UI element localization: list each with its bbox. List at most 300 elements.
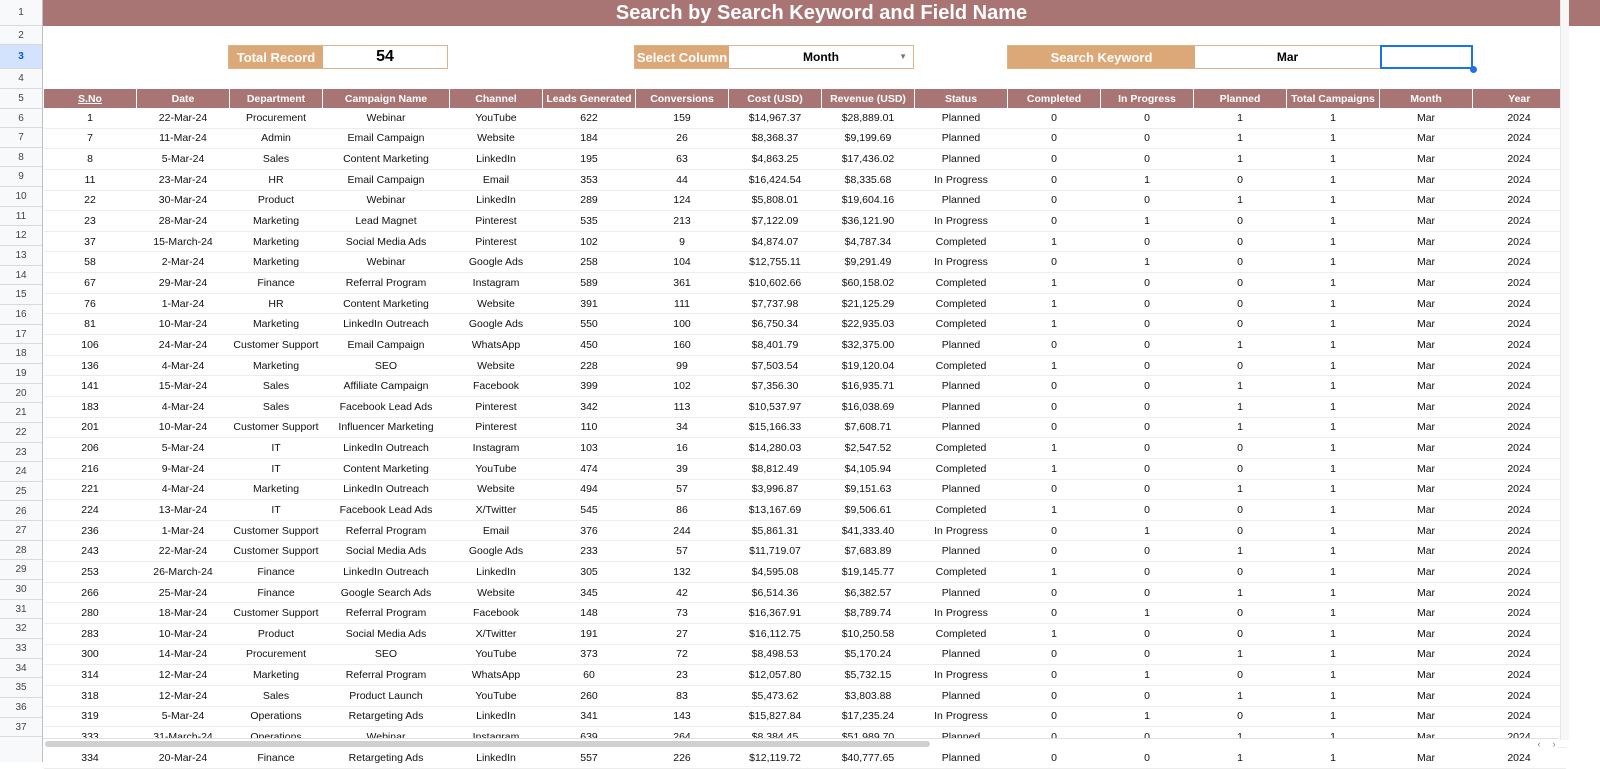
table-cell[interactable]: 20-Mar-24 — [137, 747, 230, 768]
table-cell[interactable]: 2024 — [1473, 190, 1566, 211]
table-cell[interactable]: 5-Mar-24 — [137, 438, 230, 459]
table-cell[interactable]: Completed — [915, 355, 1008, 376]
table-cell[interactable]: 2024 — [1473, 624, 1566, 645]
table-cell[interactable]: 0 — [1101, 190, 1194, 211]
table-cell[interactable]: $6,750.34 — [729, 314, 822, 335]
table-cell[interactable]: 0 — [1008, 665, 1101, 686]
table-cell[interactable]: 0 — [1008, 128, 1101, 149]
table-cell[interactable]: Retargeting Ads — [323, 747, 450, 768]
table-cell[interactable]: 12-Mar-24 — [137, 665, 230, 686]
table-cell[interactable]: 1 — [44, 108, 137, 128]
table-cell[interactable]: 0 — [1101, 149, 1194, 170]
table-cell[interactable]: Mar — [1380, 458, 1473, 479]
table-cell[interactable]: 2024 — [1473, 314, 1566, 335]
table-cell[interactable]: 1 — [1287, 603, 1380, 624]
table-cell[interactable]: 110 — [543, 417, 636, 438]
table-cell[interactable]: 283 — [44, 624, 137, 645]
table-cell[interactable]: 0 — [1194, 211, 1287, 232]
table-cell[interactable]: $8,335.68 — [822, 169, 915, 190]
table-cell[interactable]: 10-Mar-24 — [137, 314, 230, 335]
table-cell[interactable]: 1 — [1008, 273, 1101, 294]
table-cell[interactable]: Planned — [915, 335, 1008, 356]
table-cell[interactable]: Mar — [1380, 396, 1473, 417]
table-cell[interactable]: Customer Support — [230, 541, 323, 562]
table-cell[interactable]: Website — [450, 582, 543, 603]
table-cell[interactable]: Finance — [230, 582, 323, 603]
column-header[interactable]: Total Campaigns — [1287, 89, 1380, 108]
table-cell[interactable]: Sales — [230, 685, 323, 706]
table-cell[interactable]: 2024 — [1473, 335, 1566, 356]
table-cell[interactable]: 195 — [543, 149, 636, 170]
table-cell[interactable]: 1 — [1194, 479, 1287, 500]
table-cell[interactable]: 0 — [1008, 644, 1101, 665]
table-cell[interactable]: $19,604.16 — [822, 190, 915, 211]
table-cell[interactable]: 0 — [1101, 128, 1194, 149]
table-cell[interactable]: 305 — [543, 562, 636, 583]
table-cell[interactable]: Admin — [230, 128, 323, 149]
table-cell[interactable]: 266 — [44, 582, 137, 603]
table-cell[interactable]: Referral Program — [323, 603, 450, 624]
table-cell[interactable]: IT — [230, 438, 323, 459]
table-cell[interactable]: 494 — [543, 479, 636, 500]
table-cell[interactable]: 57 — [636, 541, 729, 562]
table-cell[interactable]: Email — [450, 169, 543, 190]
table-cell[interactable]: Finance — [230, 562, 323, 583]
table-cell[interactable]: 23 — [44, 211, 137, 232]
table-cell[interactable]: 2024 — [1473, 665, 1566, 686]
row-number[interactable]: 11 — [0, 207, 42, 227]
table-cell[interactable]: 160 — [636, 335, 729, 356]
table-cell[interactable]: Mar — [1380, 603, 1473, 624]
table-cell[interactable]: 28-Mar-24 — [137, 211, 230, 232]
row-number[interactable]: 5 — [0, 89, 42, 109]
table-cell[interactable]: 39 — [636, 458, 729, 479]
table-cell[interactable]: 10-Mar-24 — [137, 624, 230, 645]
table-cell[interactable]: $16,935.71 — [822, 376, 915, 397]
table-cell[interactable]: 1 — [1101, 520, 1194, 541]
table-cell[interactable]: 0 — [1194, 169, 1287, 190]
table-cell[interactable]: 4-Mar-24 — [137, 396, 230, 417]
table-cell[interactable]: 0 — [1101, 685, 1194, 706]
table-cell[interactable]: 0 — [1008, 582, 1101, 603]
table-cell[interactable]: 1 — [1194, 685, 1287, 706]
table-cell[interactable]: 24-Mar-24 — [137, 335, 230, 356]
selected-cell[interactable] — [1380, 45, 1473, 69]
table-cell[interactable]: Email Campaign — [323, 128, 450, 149]
table-cell[interactable]: Sales — [230, 396, 323, 417]
table-cell[interactable]: Facebook Lead Ads — [323, 500, 450, 521]
table-cell[interactable]: Mar — [1380, 562, 1473, 583]
table-cell[interactable]: 2024 — [1473, 128, 1566, 149]
table-cell[interactable]: 2024 — [1473, 603, 1566, 624]
row-number[interactable]: 23 — [0, 443, 42, 463]
row-number[interactable]: 4 — [0, 69, 42, 89]
table-cell[interactable]: 0 — [1008, 376, 1101, 397]
table-cell[interactable]: 2024 — [1473, 747, 1566, 768]
table-cell[interactable]: 2024 — [1473, 108, 1566, 128]
table-cell[interactable]: Content Marketing — [323, 149, 450, 170]
table-cell[interactable]: Customer Support — [230, 417, 323, 438]
table-cell[interactable]: Marketing — [230, 314, 323, 335]
table-cell[interactable]: 0 — [1101, 376, 1194, 397]
table-cell[interactable]: 244 — [636, 520, 729, 541]
table-cell[interactable]: 289 — [543, 190, 636, 211]
table-cell[interactable]: Planned — [915, 541, 1008, 562]
table-cell[interactable]: 1 — [1287, 231, 1380, 252]
row-number[interactable]: 37 — [0, 718, 42, 738]
table-cell[interactable]: $5,170.24 — [822, 644, 915, 665]
table-cell[interactable]: $10,537.97 — [729, 396, 822, 417]
table-cell[interactable]: Webinar — [323, 190, 450, 211]
table-cell[interactable]: 1 — [1101, 211, 1194, 232]
table-cell[interactable]: 0 — [1008, 541, 1101, 562]
table-cell[interactable]: Operations — [230, 706, 323, 727]
table-cell[interactable]: 1 — [1194, 335, 1287, 356]
table-cell[interactable]: 1 — [1194, 396, 1287, 417]
table-cell[interactable]: 22-Mar-24 — [137, 541, 230, 562]
table-cell[interactable]: Finance — [230, 273, 323, 294]
table-cell[interactable]: Website — [450, 355, 543, 376]
table-cell[interactable]: 353 — [543, 169, 636, 190]
table-cell[interactable]: Mar — [1380, 520, 1473, 541]
table-cell[interactable]: $16,424.54 — [729, 169, 822, 190]
table-cell[interactable]: Webinar — [323, 252, 450, 273]
table-cell[interactable]: $5,808.01 — [729, 190, 822, 211]
fill-handle[interactable] — [1470, 66, 1477, 73]
table-cell[interactable]: In Progress — [915, 520, 1008, 541]
horizontal-scrollbar[interactable] — [43, 738, 1558, 749]
table-cell[interactable]: 2024 — [1473, 376, 1566, 397]
table-cell[interactable]: 0 — [1101, 582, 1194, 603]
table-cell[interactable]: 1 — [1287, 438, 1380, 459]
row-number[interactable]: 3 — [0, 45, 42, 69]
table-cell[interactable]: Sales — [230, 149, 323, 170]
table-cell[interactable]: $5,732.15 — [822, 665, 915, 686]
table-cell[interactable]: 10-Mar-24 — [137, 417, 230, 438]
table-cell[interactable]: 0 — [1101, 293, 1194, 314]
table-cell[interactable]: 103 — [543, 438, 636, 459]
table-cell[interactable]: Mar — [1380, 376, 1473, 397]
table-cell[interactable]: 2024 — [1473, 293, 1566, 314]
table-cell[interactable]: 2024 — [1473, 562, 1566, 583]
table-cell[interactable]: Mar — [1380, 644, 1473, 665]
table-cell[interactable]: WhatsApp — [450, 335, 543, 356]
table-cell[interactable]: $15,166.33 — [729, 417, 822, 438]
table-cell[interactable]: X/Twitter — [450, 500, 543, 521]
table-cell[interactable]: Customer Support — [230, 520, 323, 541]
table-cell[interactable]: 1 — [1008, 355, 1101, 376]
row-number[interactable]: 16 — [0, 305, 42, 325]
table-cell[interactable]: $19,145.77 — [822, 562, 915, 583]
table-cell[interactable]: $8,812.49 — [729, 458, 822, 479]
table-cell[interactable]: Google Ads — [450, 541, 543, 562]
table-cell[interactable]: Procurement — [230, 108, 323, 128]
table-cell[interactable]: 0 — [1194, 438, 1287, 459]
table-cell[interactable]: 318 — [44, 685, 137, 706]
table-cell[interactable]: 1 — [1194, 128, 1287, 149]
table-cell[interactable]: 450 — [543, 335, 636, 356]
table-cell[interactable]: 345 — [543, 582, 636, 603]
table-cell[interactable]: 1 — [1008, 562, 1101, 583]
table-cell[interactable]: Email Campaign — [323, 335, 450, 356]
table-cell[interactable]: Planned — [915, 149, 1008, 170]
table-cell[interactable]: $9,151.63 — [822, 479, 915, 500]
table-cell[interactable]: $7,737.98 — [729, 293, 822, 314]
row-number[interactable]: 28 — [0, 541, 42, 561]
table-cell[interactable]: $8,401.79 — [729, 335, 822, 356]
table-cell[interactable]: 34 — [636, 417, 729, 438]
table-cell[interactable]: HR — [230, 169, 323, 190]
table-cell[interactable]: Marketing — [230, 211, 323, 232]
table-cell[interactable]: Mar — [1380, 190, 1473, 211]
scroll-right-icon[interactable]: › — [1552, 739, 1556, 749]
row-number[interactable]: 13 — [0, 246, 42, 266]
table-cell[interactable]: $3,996.87 — [729, 479, 822, 500]
table-cell[interactable]: 15-March-24 — [137, 231, 230, 252]
table-cell[interactable]: 2024 — [1473, 582, 1566, 603]
table-cell[interactable]: 0 — [1008, 417, 1101, 438]
table-cell[interactable]: 2024 — [1473, 500, 1566, 521]
vertical-scrollbar[interactable] — [1560, 0, 1569, 740]
table-cell[interactable]: 83 — [636, 685, 729, 706]
table-cell[interactable]: Mar — [1380, 582, 1473, 603]
table-cell[interactable]: 148 — [543, 603, 636, 624]
table-cell[interactable]: 2024 — [1473, 541, 1566, 562]
table-cell[interactable]: 2024 — [1473, 644, 1566, 665]
table-cell[interactable]: 104 — [636, 252, 729, 273]
table-cell[interactable]: In Progress — [915, 665, 1008, 686]
table-cell[interactable]: Email Campaign — [323, 169, 450, 190]
table-cell[interactable]: Planned — [915, 644, 1008, 665]
column-header[interactable]: Date — [137, 89, 230, 108]
table-cell[interactable]: 0 — [1194, 603, 1287, 624]
row-number[interactable]: 2 — [0, 26, 42, 45]
table-cell[interactable]: Referral Program — [323, 520, 450, 541]
table-cell[interactable]: 102 — [636, 376, 729, 397]
table-cell[interactable]: 73 — [636, 603, 729, 624]
table-cell[interactable]: $7,683.89 — [822, 541, 915, 562]
table-cell[interactable]: LinkedIn — [450, 190, 543, 211]
table-cell[interactable]: 0 — [1194, 252, 1287, 273]
table-cell[interactable]: $19,120.04 — [822, 355, 915, 376]
table-cell[interactable]: 13-Mar-24 — [137, 500, 230, 521]
chevron-down-icon[interactable]: ▼ — [899, 52, 907, 61]
table-cell[interactable]: $28,889.01 — [822, 108, 915, 128]
table-cell[interactable]: 141 — [44, 376, 137, 397]
table-cell[interactable]: 557 — [543, 747, 636, 768]
table-cell[interactable]: 1 — [1194, 190, 1287, 211]
table-cell[interactable]: 67 — [44, 273, 137, 294]
table-cell[interactable]: 2024 — [1473, 458, 1566, 479]
table-cell[interactable]: 1 — [1287, 128, 1380, 149]
table-cell[interactable]: Webinar — [323, 108, 450, 128]
row-number[interactable]: 18 — [0, 344, 42, 364]
table-cell[interactable]: $4,787.34 — [822, 231, 915, 252]
table-cell[interactable]: 361 — [636, 273, 729, 294]
table-cell[interactable]: 29-Mar-24 — [137, 273, 230, 294]
table-cell[interactable]: 391 — [543, 293, 636, 314]
table-cell[interactable]: LinkedIn — [450, 706, 543, 727]
table-cell[interactable]: 236 — [44, 520, 137, 541]
table-cell[interactable]: Mar — [1380, 108, 1473, 128]
table-cell[interactable]: 1 — [1287, 685, 1380, 706]
table-cell[interactable]: 0 — [1008, 190, 1101, 211]
table-cell[interactable]: $6,382.57 — [822, 582, 915, 603]
table-cell[interactable]: 258 — [543, 252, 636, 273]
table-cell[interactable]: Facebook Lead Ads — [323, 396, 450, 417]
table-cell[interactable]: 0 — [1101, 231, 1194, 252]
table-cell[interactable]: In Progress — [915, 706, 1008, 727]
table-cell[interactable]: In Progress — [915, 603, 1008, 624]
table-cell[interactable]: 535 — [543, 211, 636, 232]
table-cell[interactable]: LinkedIn Outreach — [323, 562, 450, 583]
scroll-left-icon[interactable]: ‹ — [1537, 739, 1541, 749]
table-cell[interactable]: Mar — [1380, 273, 1473, 294]
table-cell[interactable]: WhatsApp — [450, 665, 543, 686]
table-cell[interactable]: 4-Mar-24 — [137, 355, 230, 376]
table-cell[interactable]: Marketing — [230, 479, 323, 500]
table-cell[interactable]: 2024 — [1473, 396, 1566, 417]
table-cell[interactable]: 22 — [44, 190, 137, 211]
row-number[interactable]: 22 — [0, 423, 42, 443]
table-cell[interactable]: 0 — [1101, 314, 1194, 335]
table-cell[interactable]: 1 — [1101, 665, 1194, 686]
table-cell[interactable]: $60,158.02 — [822, 273, 915, 294]
horizontal-scroll-thumb[interactable] — [45, 741, 930, 747]
table-cell[interactable]: 0 — [1101, 417, 1194, 438]
table-cell[interactable]: 213 — [636, 211, 729, 232]
table-cell[interactable]: 1 — [1101, 169, 1194, 190]
table-cell[interactable]: 37 — [44, 231, 137, 252]
table-cell[interactable]: 2024 — [1473, 149, 1566, 170]
table-cell[interactable]: 550 — [543, 314, 636, 335]
table-cell[interactable]: $17,235.24 — [822, 706, 915, 727]
table-cell[interactable]: 0 — [1008, 396, 1101, 417]
table-cell[interactable]: 0 — [1194, 500, 1287, 521]
table-cell[interactable]: 0 — [1101, 562, 1194, 583]
table-cell[interactable]: 0 — [1101, 438, 1194, 459]
table-cell[interactable]: 113 — [636, 396, 729, 417]
table-cell[interactable]: $21,125.29 — [822, 293, 915, 314]
table-cell[interactable]: $22,935.03 — [822, 314, 915, 335]
table-cell[interactable]: 14-Mar-24 — [137, 644, 230, 665]
table-cell[interactable]: 1 — [1287, 376, 1380, 397]
table-cell[interactable]: $12,119.72 — [729, 747, 822, 768]
table-cell[interactable]: 106 — [44, 335, 137, 356]
table-cell[interactable]: 0 — [1008, 169, 1101, 190]
table-cell[interactable]: Product — [230, 190, 323, 211]
table-cell[interactable]: 27 — [636, 624, 729, 645]
table-cell[interactable]: Mar — [1380, 231, 1473, 252]
table-cell[interactable]: 1 — [1287, 211, 1380, 232]
table-cell[interactable]: 243 — [44, 541, 137, 562]
table-cell[interactable]: 11 — [44, 169, 137, 190]
table-cell[interactable]: 0 — [1101, 644, 1194, 665]
table-cell[interactable]: Mar — [1380, 747, 1473, 768]
table-cell[interactable]: Marketing — [230, 665, 323, 686]
table-cell[interactable]: Referral Program — [323, 273, 450, 294]
table-cell[interactable]: Planned — [915, 376, 1008, 397]
table-cell[interactable]: 1 — [1287, 541, 1380, 562]
table-cell[interactable]: 60 — [543, 665, 636, 686]
table-cell[interactable]: LinkedIn Outreach — [323, 479, 450, 500]
table-cell[interactable]: 474 — [543, 458, 636, 479]
row-number[interactable]: 24 — [0, 462, 42, 482]
row-number[interactable]: 26 — [0, 502, 42, 522]
table-cell[interactable]: 0 — [1194, 314, 1287, 335]
table-cell[interactable]: $7,122.09 — [729, 211, 822, 232]
table-cell[interactable]: 143 — [636, 706, 729, 727]
table-cell[interactable]: Pinterest — [450, 417, 543, 438]
table-cell[interactable]: Completed — [915, 231, 1008, 252]
table-cell[interactable]: 9-Mar-24 — [137, 458, 230, 479]
table-cell[interactable]: 0 — [1101, 273, 1194, 294]
row-number[interactable]: 10 — [0, 187, 42, 207]
table-cell[interactable]: 1 — [1287, 396, 1380, 417]
table-cell[interactable]: Marketing — [230, 355, 323, 376]
table-cell[interactable]: 1 — [1194, 417, 1287, 438]
table-cell[interactable]: 0 — [1101, 458, 1194, 479]
row-number[interactable]: 31 — [0, 600, 42, 620]
table-cell[interactable]: 2024 — [1473, 211, 1566, 232]
table-cell[interactable]: 2024 — [1473, 355, 1566, 376]
table-cell[interactable]: $2,547.52 — [822, 438, 915, 459]
table-cell[interactable]: 1-Mar-24 — [137, 520, 230, 541]
row-number[interactable]: 32 — [0, 619, 42, 639]
table-cell[interactable]: Marketing — [230, 252, 323, 273]
table-cell[interactable]: 2024 — [1473, 273, 1566, 294]
table-cell[interactable]: $4,863.25 — [729, 149, 822, 170]
table-cell[interactable]: 42 — [636, 582, 729, 603]
table-cell[interactable]: 1 — [1287, 458, 1380, 479]
table-cell[interactable]: 23 — [636, 665, 729, 686]
table-cell[interactable]: 589 — [543, 273, 636, 294]
table-cell[interactable]: LinkedIn Outreach — [323, 314, 450, 335]
table-cell[interactable]: Mar — [1380, 355, 1473, 376]
table-cell[interactable]: Content Marketing — [323, 458, 450, 479]
table-cell[interactable]: 1 — [1287, 520, 1380, 541]
table-cell[interactable]: 0 — [1008, 706, 1101, 727]
table-cell[interactable]: 5-Mar-24 — [137, 149, 230, 170]
table-cell[interactable]: 1 — [1287, 293, 1380, 314]
table-cell[interactable]: 0 — [1008, 252, 1101, 273]
table-cell[interactable]: Social Media Ads — [323, 624, 450, 645]
table-cell[interactable]: Planned — [915, 685, 1008, 706]
table-cell[interactable]: 280 — [44, 603, 137, 624]
table-cell[interactable]: 342 — [543, 396, 636, 417]
table-cell[interactable]: Mar — [1380, 685, 1473, 706]
table-cell[interactable]: 1 — [1008, 231, 1101, 252]
table-cell[interactable]: Referral Program — [323, 665, 450, 686]
table-cell[interactable]: 1 — [1287, 644, 1380, 665]
table-cell[interactable]: $9,291.49 — [822, 252, 915, 273]
table-cell[interactable]: Affiliate Campaign — [323, 376, 450, 397]
table-cell[interactable]: 0 — [1101, 396, 1194, 417]
table-cell[interactable]: 11-Mar-24 — [137, 128, 230, 149]
table-cell[interactable]: 2024 — [1473, 169, 1566, 190]
table-cell[interactable]: Google Search Ads — [323, 582, 450, 603]
table-cell[interactable]: 57 — [636, 479, 729, 500]
table-cell[interactable]: 1 — [1101, 706, 1194, 727]
table-cell[interactable]: Marketing — [230, 231, 323, 252]
table-cell[interactable]: LinkedIn — [450, 747, 543, 768]
column-header[interactable]: Leads Generated — [543, 89, 636, 108]
table-cell[interactable]: 102 — [543, 231, 636, 252]
table-cell[interactable]: SEO — [323, 355, 450, 376]
table-cell[interactable]: Pinterest — [450, 396, 543, 417]
table-cell[interactable]: Mar — [1380, 335, 1473, 356]
column-header[interactable]: Cost (USD) — [729, 89, 822, 108]
